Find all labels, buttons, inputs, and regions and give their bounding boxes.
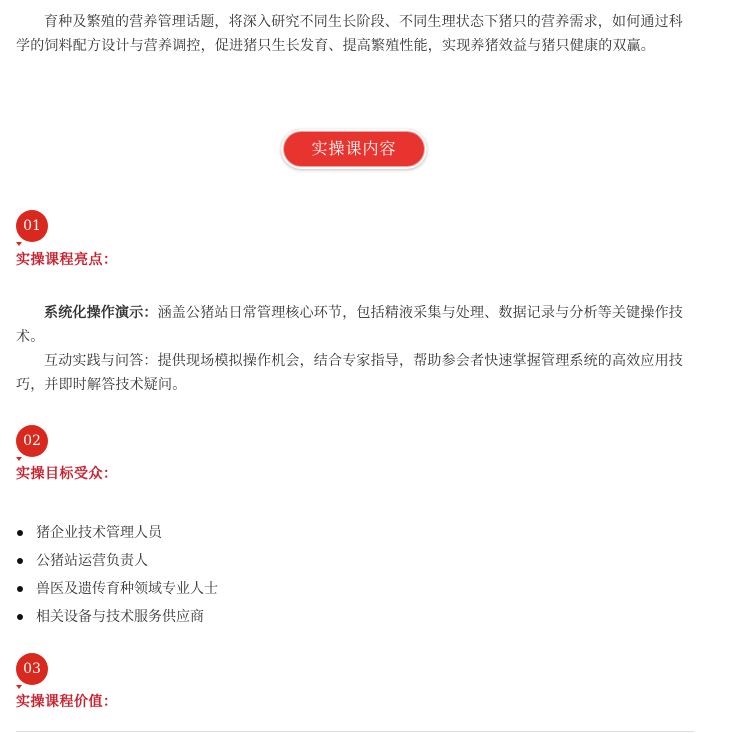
bullet-icon [17,586,23,592]
highlight-item [16,349,694,397]
list-item [16,547,218,575]
list-item-text: 猪企业技术管理人员 [36,525,162,541]
highlight-label: 系统化操作演示： [44,305,158,321]
highlight-text: 涵盖公猪站日常管理核心环节，包括精液采集与处理、数据记录与分析等关键操作技术。 [16,305,684,345]
highlights-block [16,301,694,397]
banner-wrapper [281,129,427,169]
list-item-text: 公猪站运营负责人 [36,553,148,569]
section-number-badge: 03 [16,653,48,685]
highlight-text: 互动实践与问答：提供现场模拟操作机会，结合专家指导，帮助参会者快速掌握管理系统的高效应用技巧，并即时解答技术疑问。 [16,353,683,393]
bullet-icon [17,614,23,620]
badge-tail-icon [16,242,22,246]
divider [16,731,694,732]
section-number-badge: 01 [16,210,48,242]
list-item [16,575,218,603]
badge-tail-icon [16,457,22,461]
section-banner-button[interactable]: 实操课内容 [281,129,427,169]
section-title: 实操目标受众： [16,466,118,482]
highlight-item [16,301,694,349]
intro-paragraph: 育种及繁殖的营养管理话题，将深入研究不同生长阶段、不同生理状态下猪只的营养需求，如何通过科学的饲料配方设计与营养调控，促进猪只生长发育、提高繁殖性能，实现养猪效益与猪只健康的双赢。 [16,14,683,54]
section-title: 实操课程亮点： [16,252,118,268]
section-number-badge: 02 [16,425,48,457]
list-item-text: 兽医及遗传育种领域专业人士 [36,581,218,597]
badge-tail-icon [16,685,22,689]
list-item [16,603,218,631]
section-title: 实操课程价值： [16,694,118,710]
audience-list [16,519,218,631]
bullet-icon [17,558,23,564]
list-item-text: 相关设备与技术服务供应商 [36,609,204,625]
bullet-icon [17,530,23,536]
list-item [16,519,218,547]
